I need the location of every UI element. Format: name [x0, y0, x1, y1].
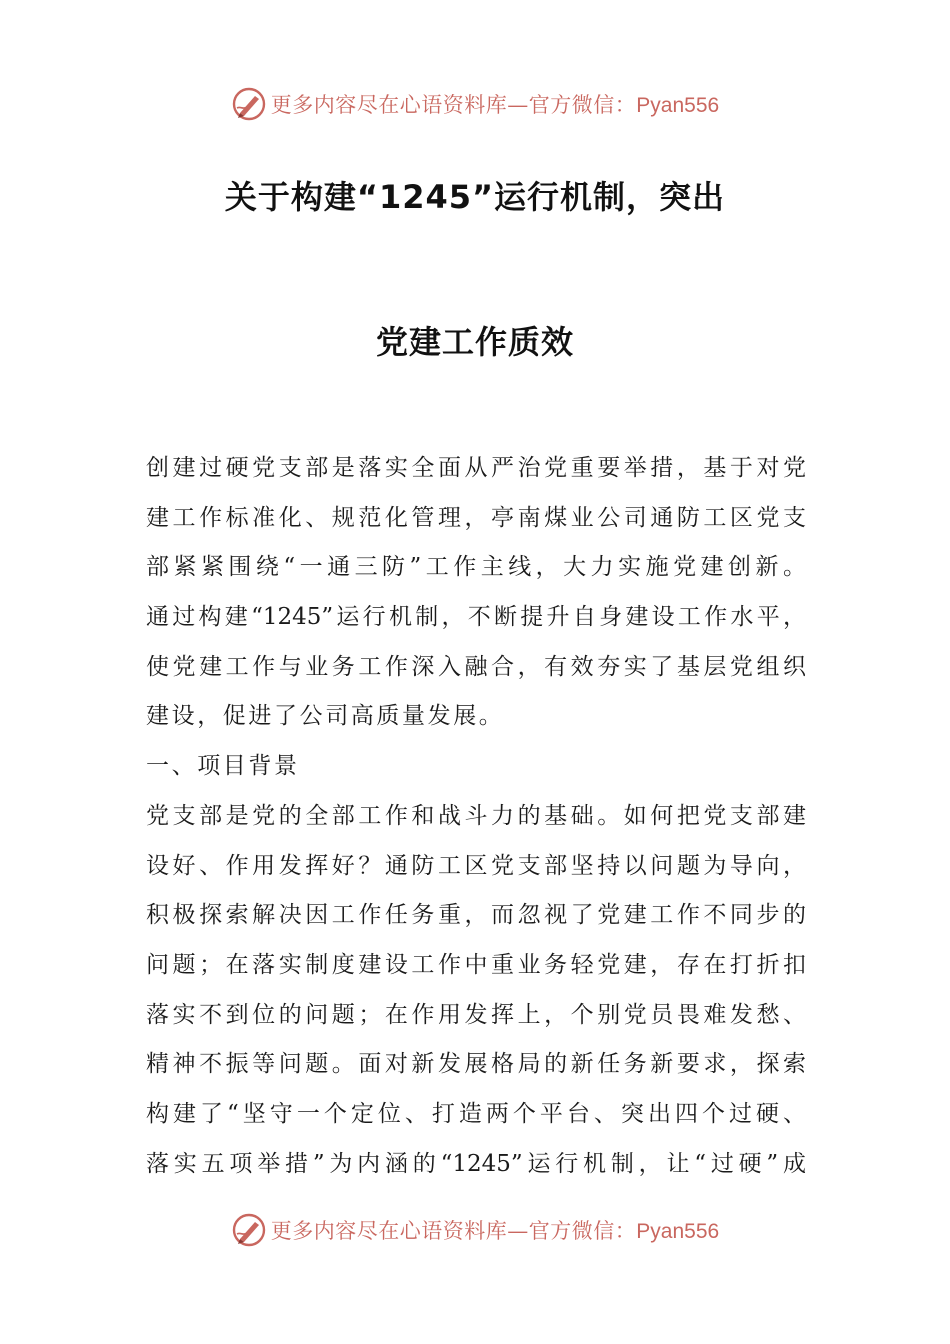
- body-line: 部紧紧围绕“一通三防”工作主线，大力实施党建创新。: [146, 554, 806, 581]
- body-line: 党支部是党的全部工作和战斗力的基础。如何把党支部建: [146, 802, 806, 829]
- body-line: 建工作标准化、规范化管理，亭南煤业公司通防工区党支: [146, 504, 806, 531]
- watermark-text: 更多内容尽在心语资料库—官方微信：Pyan556: [270, 1219, 720, 1243]
- body-line: 问题；在落实制度建设工作中重业务轻党建，存在打折扣: [146, 951, 806, 978]
- footer-watermark: [0, 1208, 950, 1252]
- body-line: 积极探索解决因工作任务重，而忽视了党建工作不同步的: [146, 902, 806, 929]
- body-line: 建设，促进了公司高质量发展。: [146, 703, 505, 730]
- body-line: 构建了“坚守一个定位、打造两个平台、突出四个过硬、: [146, 1100, 806, 1127]
- watermark-text: 更多内容尽在心语资料库—官方微信：Pyan556: [270, 93, 720, 117]
- watermark-account: Pyan556: [636, 1220, 720, 1243]
- section-heading: 一、项目背景: [146, 753, 300, 780]
- body-line: 精神不振等问题。面对新发展格局的新任务新要求，探索: [146, 1051, 806, 1078]
- pen-logo-icon: [231, 86, 267, 122]
- body-line: 通过构建“1245”运行机制，不断提升自身建设工作水平，: [146, 604, 806, 631]
- header-watermark: [0, 82, 950, 126]
- body-line: 落实不到位的问题；在作用发挥上，个别党员畏难发愁、: [146, 1001, 806, 1028]
- document-body: [146, 444, 806, 1189]
- watermark-account: Pyan556: [636, 94, 720, 117]
- pen-logo-icon: [231, 1212, 267, 1248]
- body-line: 使党建工作与业务工作深入融合，有效夯实了基层党组织: [146, 653, 806, 680]
- body-line: 创建过硬党支部是落实全面从严治党重要举措，基于对党: [146, 455, 806, 481]
- body-line: 设好、作用发挥好？通防工区党支部坚持以问题为导向，: [146, 852, 806, 879]
- body-line: 落实五项举措”为内涵的“1245”运行机制，让“过硬”成: [146, 1150, 806, 1177]
- page-title-line-2: 党建工作质效: [375, 323, 574, 361]
- page-title-line-1: 关于构建“1245”运行机制，突出: [224, 178, 726, 216]
